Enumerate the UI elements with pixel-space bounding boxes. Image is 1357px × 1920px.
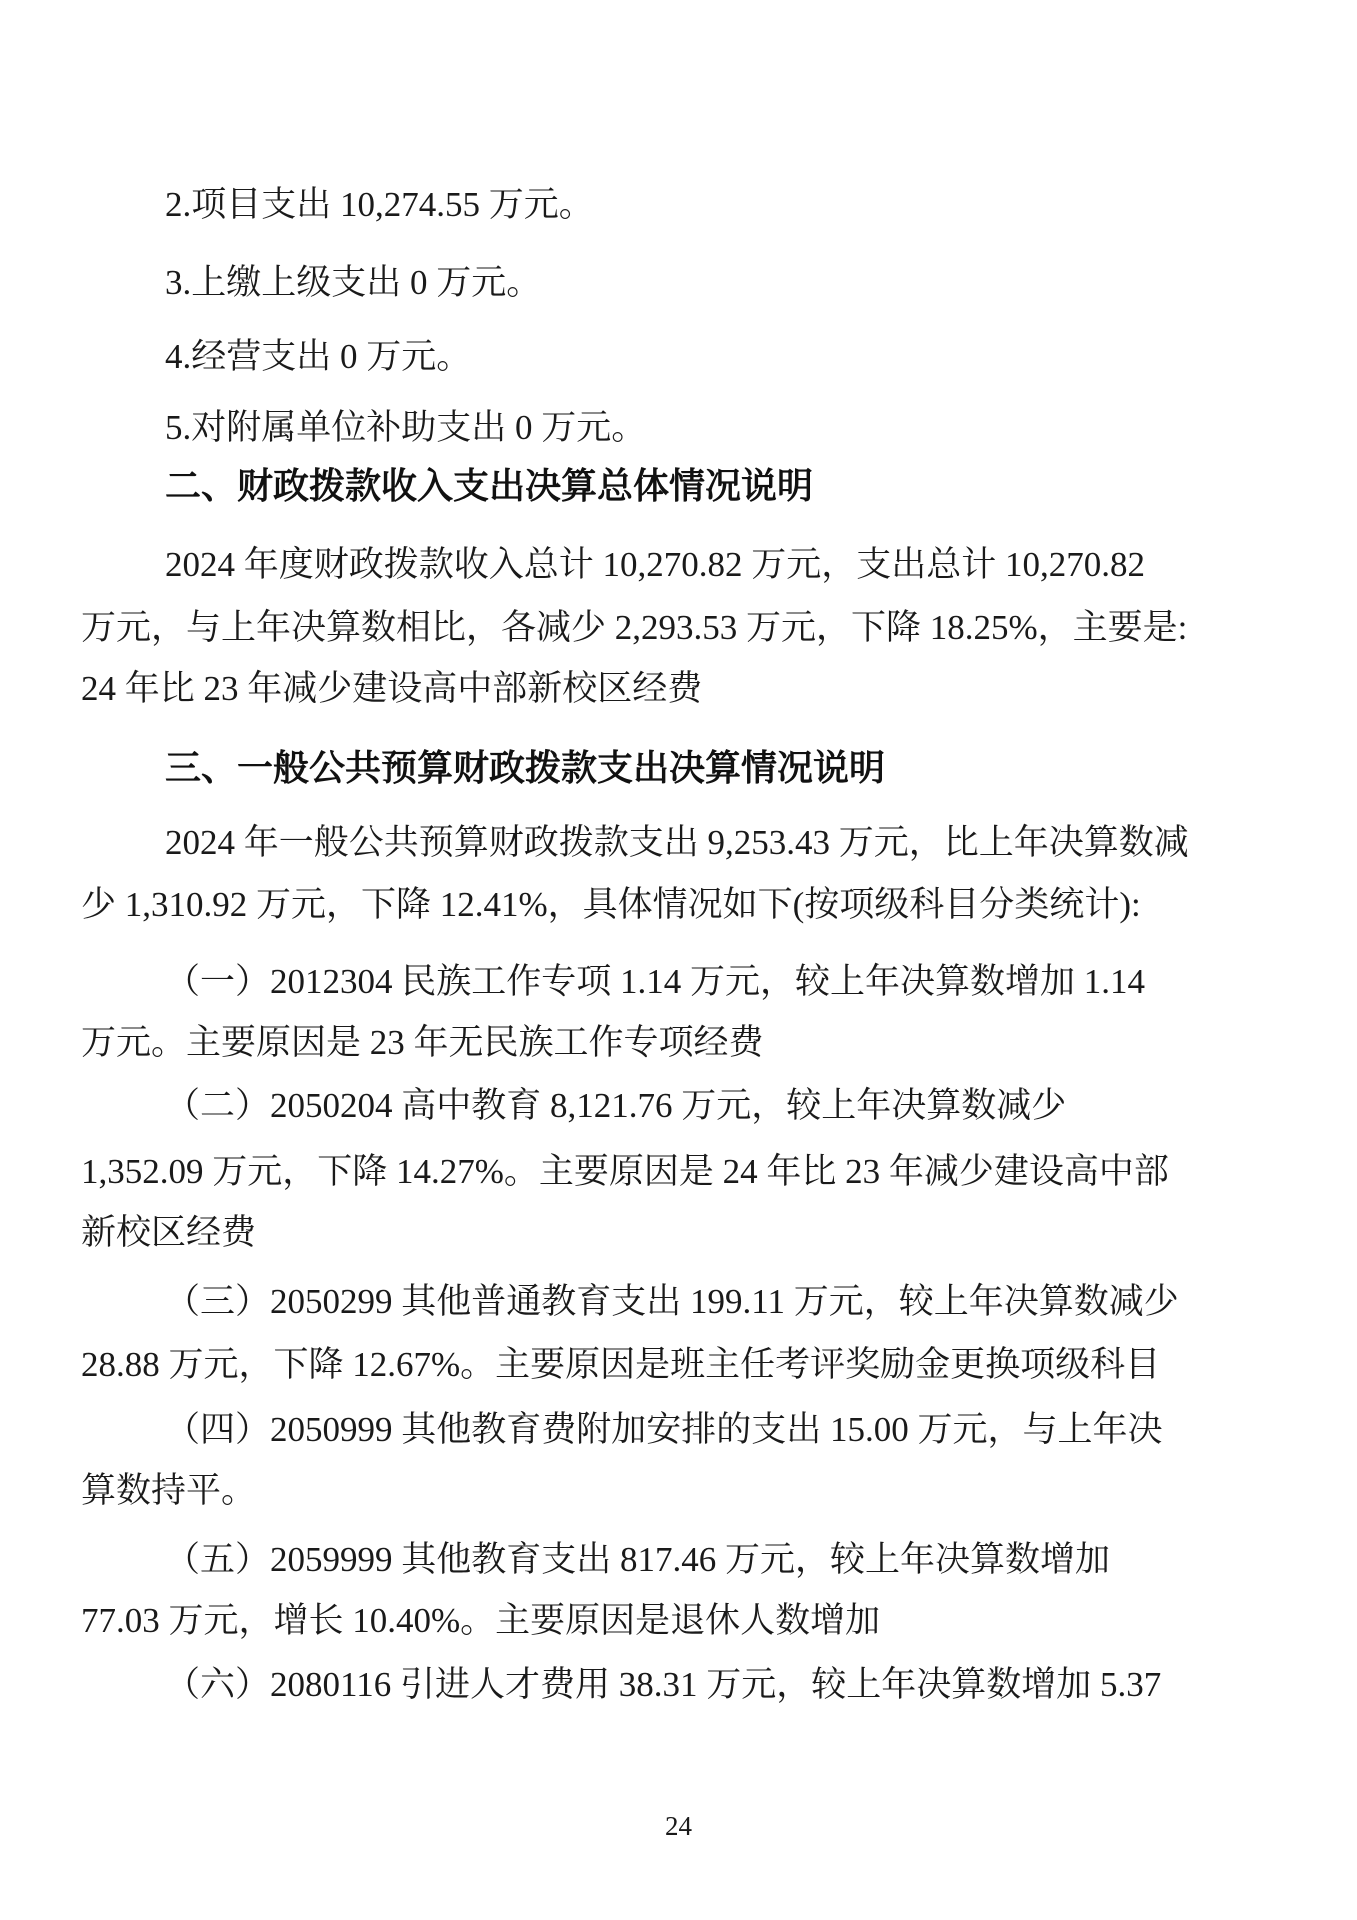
para-item-1-line-2: 万元。主要原因是 23 年无民族工作专项经费 (81, 1023, 764, 1062)
section-heading-3: 三、一般公共预算财政拨款支出决算情况说明 (165, 747, 886, 788)
para-item-2-line-1: （二）2050204 高中教育 8,121.76 万元，较上年决算数减少 (165, 1086, 1067, 1125)
para-fiscal-total-line-3: 24 年比 23 年减少建设高中部新校区经费 (81, 669, 703, 708)
para-item-4-line-2: 算数持平。 (81, 1471, 257, 1510)
para-item-5-line-2: 77.03 万元，增长 10.40%。主要原因是退休人数增加 (81, 1601, 881, 1640)
para-general-budget-line-1: 2024 年一般公共预算财政拨款支出 9,253.43 万元，比上年决算数减 (165, 823, 1189, 862)
item-subsidy-to-affiliates: 5.对附属单位补助支出 0 万元。 (165, 408, 647, 447)
para-item-3-line-1: （三）2050299 其他普通教育支出 199.11 万元，较上年决算数减少 (165, 1282, 1179, 1321)
para-item-2-line-2: 1,352.09 万元，下降 14.27%。主要原因是 24 年比 23 年减少建设高中部 (81, 1152, 1169, 1191)
section-heading-2: 二、财政拨款收入支出决算总体情况说明 (165, 465, 814, 506)
item-operating-expenditure: 4.经营支出 0 万元。 (165, 337, 472, 376)
para-general-budget-line-2: 少 1,310.92 万元，下降 12.41%，具体情况如下(按项级科目分类统计): (81, 885, 1141, 924)
item-remit-to-superior: 3.上缴上级支出 0 万元。 (165, 263, 542, 302)
para-item-6-line-1: （六）2080116 引进人才费用 38.31 万元，较上年决算数增加 5.37 (165, 1665, 1162, 1704)
para-fiscal-total-line-2: 万元，与上年决算数相比，各减少 2,293.53 万元，下降 18.25%，主要是: (81, 608, 1188, 647)
para-fiscal-total-line-1: 2024 年度财政拨款收入总计 10,270.82 万元，支出总计 10,270.82 (165, 545, 1146, 584)
item-project-expenditure: 2.项目支出 10,274.55 万元。 (165, 185, 594, 224)
para-item-4-line-1: （四）2050999 其他教育费附加安排的支出 15.00 万元，与上年决 (165, 1410, 1163, 1449)
para-item-2-line-3: 新校区经费 (81, 1213, 257, 1252)
para-item-3-line-2: 28.88 万元，下降 12.67%。主要原因是班主任考评奖励金更换项级科目 (81, 1345, 1161, 1384)
para-item-5-line-1: （五）2059999 其他教育支出 817.46 万元，较上年决算数增加 (165, 1540, 1111, 1579)
para-item-1-line-1: （一）2012304 民族工作专项 1.14 万元，较上年决算数增加 1.14 (165, 962, 1146, 1001)
page-number: 24 (665, 1811, 692, 1841)
